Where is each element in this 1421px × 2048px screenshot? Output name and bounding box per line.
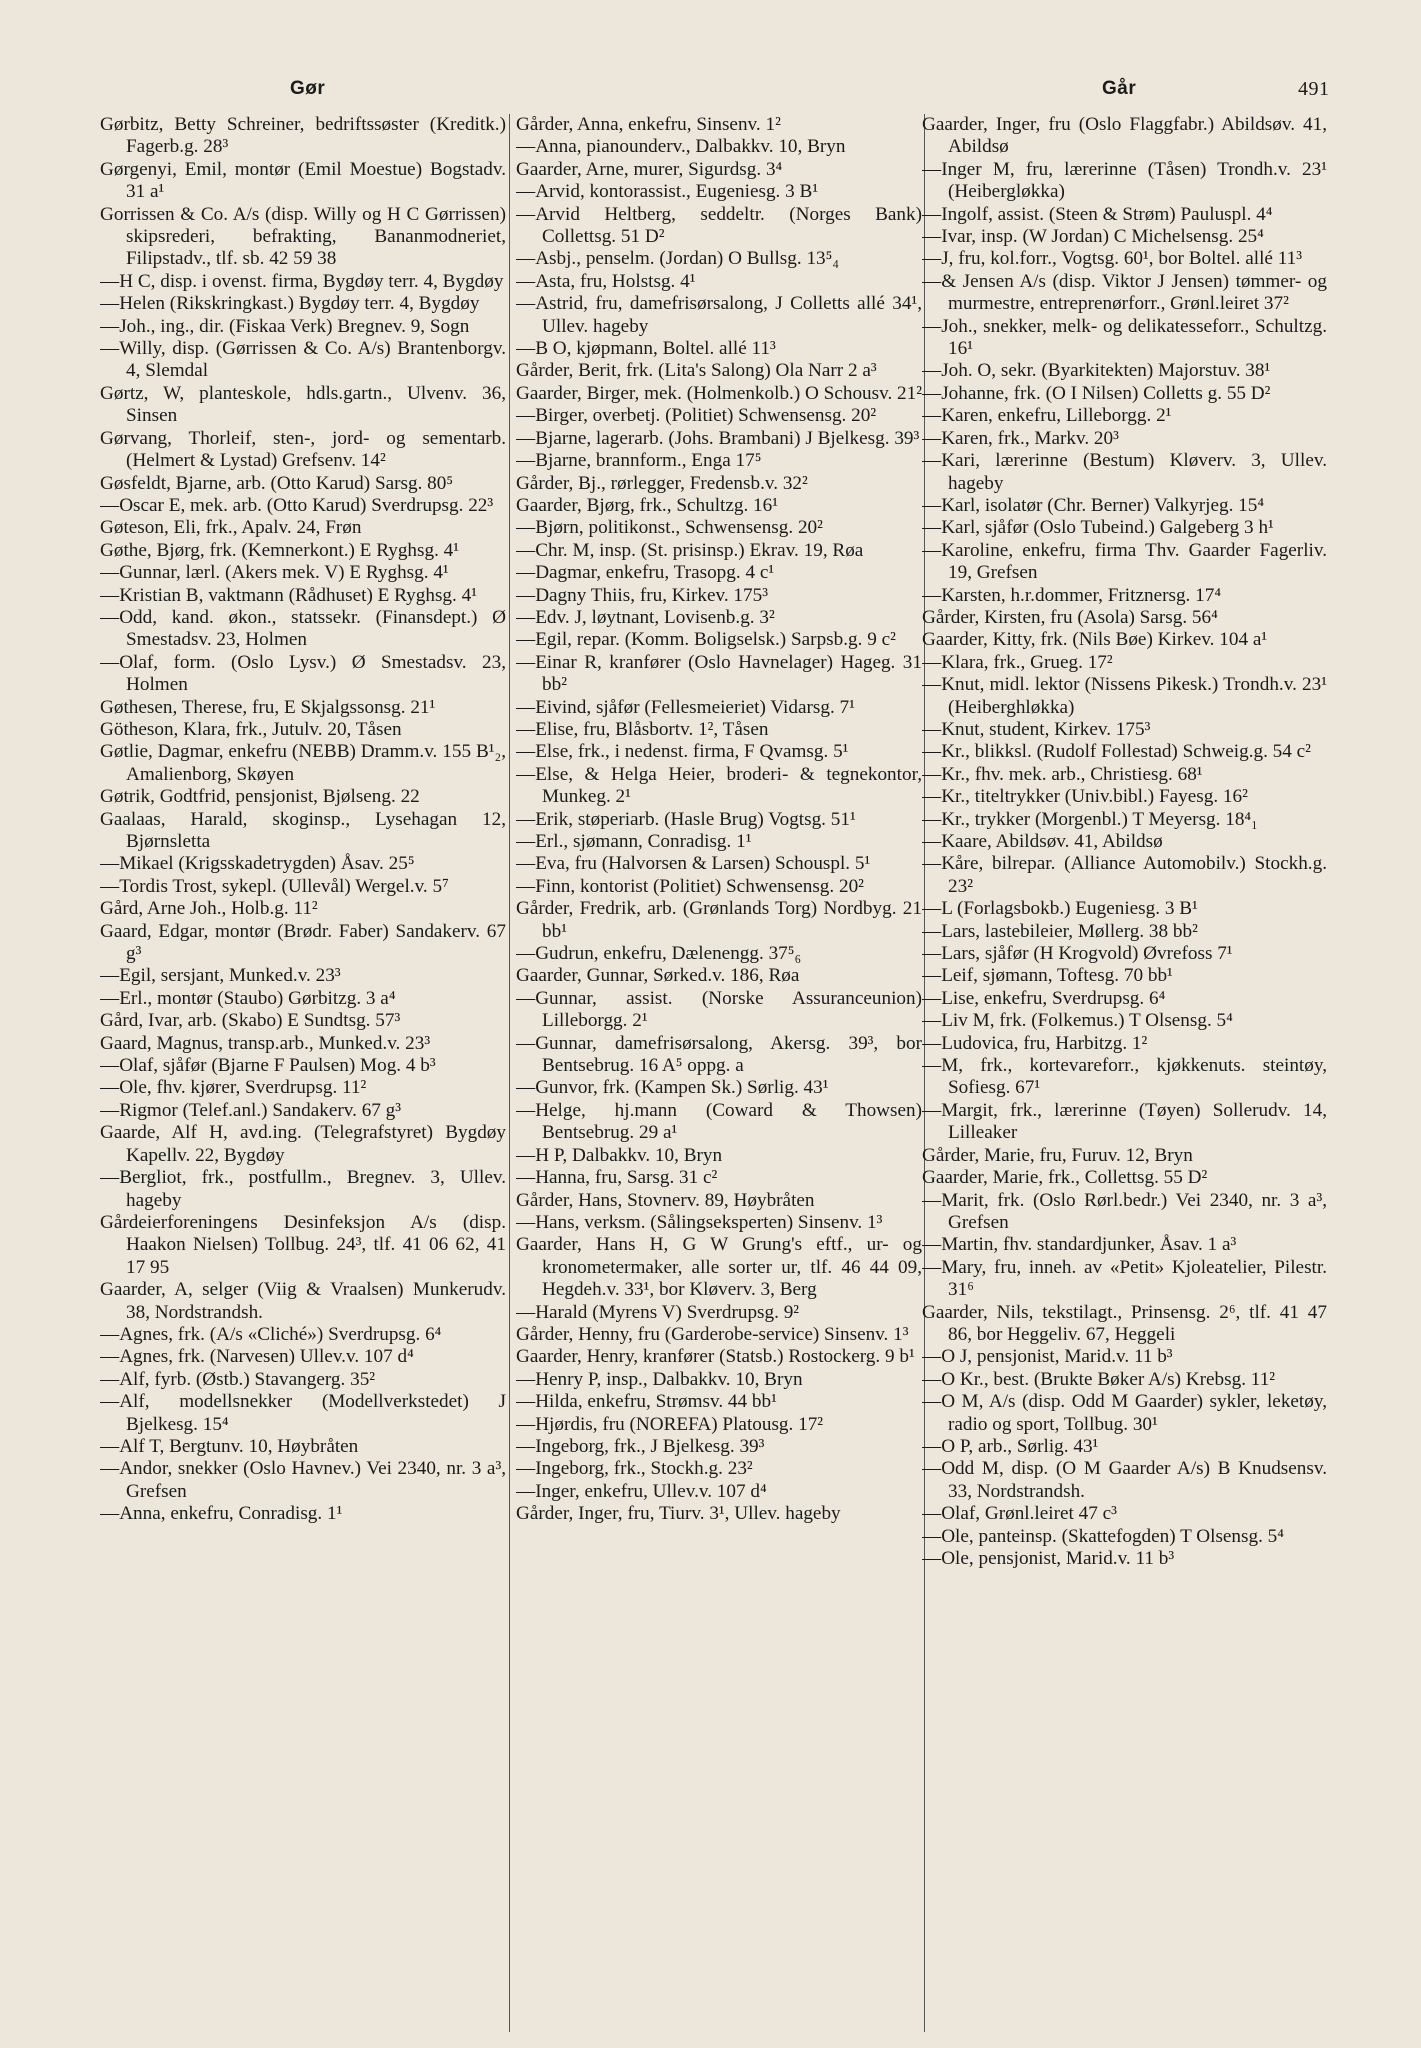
directory-entry: —Karoline, enkefru, firma Thv. Gaarder Fagerliv. 19, Grefsen — [922, 539, 1327, 584]
directory-entry: Gaarder, Inger, fru (Oslo Flaggfabr.) Abildsøv. 41, Abildsø — [922, 114, 1327, 158]
directory-entry: —Egil, sersjant, Munked.v. 23³ — [100, 965, 341, 987]
directory-entry: Gaarde, Alf H, avd.ing. (Telegrafstyret) Bygdøy Kapellv. 22, Bygdøy — [100, 1122, 506, 1166]
directory-entry: —Karen, enkefru, Lilleborgg. 2¹ — [922, 405, 1172, 427]
directory-entry: —Ingolf, assist. (Steen & Strøm) Pauluspl. 4⁴ — [922, 203, 1273, 225]
directory-entry: Gaarder, Arne, murer, Sigurdsg. 3⁴ — [516, 158, 783, 180]
directory-entry: —Else, frk., i nedenst. firma, F Qvamsg. 5¹ — [516, 741, 849, 763]
directory-entry: —Hans, verksm. (Sålingseksperten) Sinsenv. 1³ — [516, 1211, 883, 1233]
directory-entry: —Ludovica, fru, Harbitzg. 1² — [922, 1032, 1148, 1054]
directory-entry: —Kaare, Abildsøv. 41, Abildsø — [922, 831, 1163, 852]
directory-entry: —Rigmor (Telef.anl.) Sandakerv. 67 g³ — [100, 1099, 402, 1121]
directory-entry: Gøtlie, Dagmar, enkefru (NEBB) Dramm.v. 155 B¹₂, Amalienborg, Skøyen — [100, 741, 506, 785]
column-divider-1 — [509, 114, 510, 2032]
directory-entry: —Chr. M, insp. (St. prisinsp.) Ekrav. 19, Røa — [516, 539, 864, 561]
directory-entry: —Kr., fhv. mek. arb., Christiesg. 68¹ — [922, 763, 1203, 785]
directory-entry: —Agnes, frk. (A/s «Cliché») Sverdrupsg. 6⁴ — [100, 1323, 442, 1345]
column-middle — [516, 114, 922, 2034]
directory-entry: —Edv. J, løytnant, Lovisenb.g. 3² — [516, 606, 775, 628]
directory-entry: —Bjarne, brannform., Enga 17⁵ — [516, 450, 762, 472]
directory-entry: —Hilda, enkefru, Strømsv. 44 bb¹ — [516, 1391, 777, 1413]
directory-entry: —Hjørdis, fru (NOREFA) Platousg. 17² — [516, 1413, 824, 1435]
directory-entry: —Lars, lastebileier, Møllerg. 38 bb² — [922, 920, 1198, 942]
directory-entry: Gaarder, Marie, frk., Collettsg. 55 D² — [922, 1167, 1208, 1189]
directory-entry: Gøsfeldt, Bjarne, arb. (Otto Karud) Sarsg. 80⁵ — [100, 472, 454, 494]
directory-entry: —Odd M, disp. (O M Gaarder A/s) B Knudsensv. 33, Nordstrandsh. — [922, 1458, 1327, 1502]
directory-entry: —Willy, disp. (Gørrissen & Co. A/s) Brantenborgv. 4, Slemdal — [100, 338, 506, 382]
directory-entry: —Andor, snekker (Oslo Havnev.) Vei 2340, nr. 3 a³, Grefsen — [100, 1458, 506, 1502]
directory-entry: —Alf, modellsnekker (Modellverkstedet) J Bjelkesg. 15⁴ — [100, 1391, 506, 1435]
column-left — [100, 114, 506, 2034]
directory-entry: Gaarder, A, selger (Viig & Vraalsen) Munkerudv. 38, Nordstrandsh. — [100, 1279, 506, 1323]
directory-entry: —Inger, enkefru, Ullev.v. 107 d⁴ — [516, 1480, 767, 1502]
directory-entry: Gaard, Edgar, montør (Brødr. Faber) Sandakerv. 67 g³ — [100, 920, 506, 965]
directory-entry: Gaarder, Gunnar, Sørked.v. 186, Røa — [516, 965, 800, 987]
directory-entry: —Tordis Trost, sykepl. (Ullevål) Wergel.v. 5⁷ — [100, 875, 449, 897]
directory-entry: —Johanne, frk. (O I Nilsen) Colletts g. 55 D² — [922, 382, 1271, 404]
directory-entry: —H P, Dalbakkv. 10, Bryn — [516, 1144, 723, 1166]
directory-entry: —Anna, pianounderv., Dalbakkv. 10, Bryn — [516, 136, 846, 158]
directory-entry: —Ivar, insp. (W Jordan) C Michelsensg. 25⁴ — [922, 226, 1264, 248]
directory-entry: —Olaf, form. (Oslo Lysv.) Ø Smestadsv. 23, Holmen — [100, 651, 506, 696]
directory-entry: —Joh. O, sekr. (Byarkitekten) Majorstuv. 38¹ — [922, 360, 1271, 382]
directory-entry: Gårder, Bj., rørlegger, Fredensb.v. 32² — [516, 472, 808, 494]
directory-entry: —Einar R, kranfører (Oslo Havnelager) Hageg. 31 bb² — [516, 651, 922, 696]
directory-entry: —Eva, fru (Halvorsen & Larsen) Schouspl. 5¹ — [516, 853, 871, 875]
directory-entry: —Inger M, fru, lærerinne (Tåsen) Trondh.v. 23¹ (Heibergløkka) — [922, 158, 1327, 203]
directory-entry: Gårder, Anna, enkefru, Sinsenv. 1² — [516, 114, 781, 135]
directory-entry: —Knut, student, Kirkev. 175³ — [922, 718, 1151, 740]
directory-entry: —Joh., ing., dir. (Fiskaa Verk) Bregnev. 9, Sogn — [100, 315, 470, 337]
directory-entry: —Astrid, fru, damefrisørsalong, J Colletts allé 34¹, Ullev. hageby — [516, 293, 922, 337]
directory-entry: —Marit, frk. (Oslo Rørl.bedr.) Vei 2340, nr. 3 a³, Grefsen — [922, 1189, 1327, 1233]
directory-entry: Götheson, Klara, frk., Jutulv. 20, Tåsen — [100, 718, 402, 740]
directory-entry: Gårder, Hans, Stovnerv. 89, Høybråten — [516, 1189, 815, 1211]
directory-entry: —Karsten, h.r.dommer, Fritznersg. 17⁴ — [922, 584, 1222, 606]
directory-entry: Gørgenyi, Emil, montør (Emil Moestue) Bogstadv. 31 a¹ — [100, 158, 506, 203]
directory-entry: —Gudrun, enkefru, Dælenengg. 37⁵₆ — [516, 943, 802, 965]
directory-entry: —Helge, hj.mann (Coward & Thowsen) Bentsebrug. 29 a¹ — [516, 1099, 922, 1144]
directory-entry: —Dagmar, enkefru, Trasopg. 4 c¹ — [516, 562, 775, 584]
directory-entry: Gaarder, Birger, mek. (Holmenkolb.) O Schousv. 21² — [516, 382, 922, 404]
directory-entry: Gøtrik, Godtfrid, pensjonist, Bjølseng. 22 — [100, 786, 420, 808]
directory-entry: —Erl., montør (Staubo) Gørbitzg. 3 a⁴ — [100, 987, 396, 1009]
directory-entry: —O J, pensjonist, Marid.v. 11 b³ — [922, 1346, 1173, 1368]
directory-entry: —Anna, enkefru, Conradisg. 1¹ — [100, 1503, 343, 1525]
directory-entry: —Ingeborg, frk., Stockh.g. 23² — [516, 1458, 753, 1480]
directory-entry: Gaarder, Kitty, frk. (Nils Bøe) Kirkev. 104 a¹ — [922, 629, 1268, 651]
directory-entry: —Kari, lærerinne (Bestum) Kløverv. 3, Ullev. hageby — [922, 450, 1327, 494]
directory-entry: Gaarder, Bjørg, frk., Schultzg. 16¹ — [516, 494, 779, 516]
directory-entry: Gårder, Berit, frk. (Lita's Salong) Ola Narr 2 a³ — [516, 360, 877, 382]
directory-entry: Gørtz, W, planteskole, hdls.gartn., Ulvenv. 36, Sinsen — [100, 382, 506, 427]
directory-entry: —Kr., trykker (Morgenbl.) T Meyersg. 18⁴₁ — [922, 808, 1258, 830]
directory-entry: —Dagny Thiis, fru, Kirkev. 175³ — [516, 584, 768, 606]
directory-entry: Gårder, Marie, fru, Furuv. 12, Bryn — [922, 1144, 1193, 1166]
directory-entry: Gård, Ivar, arb. (Skabo) E Sundtsg. 57³ — [100, 1010, 401, 1032]
directory-entry: —Liv M, frk. (Folkemus.) T Olsensg. 5⁴ — [922, 1010, 1233, 1032]
directory-entry: —Klara, frk., Grueg. 17² — [922, 651, 1113, 673]
directory-entry: —O P, arb., Sørlig. 43¹ — [922, 1435, 1099, 1457]
directory-entry: —Mikael (Krigsskadetrygden) Åsav. 25⁵ — [100, 853, 415, 875]
directory-entry: —Oscar E, mek. arb. (Otto Karud) Sverdrupsg. 22³ — [100, 494, 494, 516]
directory-entry: —Egil, repar. (Komm. Boligselsk.) Sarpsb.g. 9 c² — [516, 629, 896, 651]
directory-entry: Gørbitz, Betty Schreiner, bedriftssøster (Kreditk.) Fagerb.g. 28³ — [100, 114, 506, 158]
directory-entry: —Joh., snekker, melk- og delikatesseforr., Schultzg. 16¹ — [922, 315, 1327, 360]
directory-entry: —Agnes, frk. (Narvesen) Ullev.v. 107 d⁴ — [100, 1346, 414, 1368]
directory-entry: —Kr., blikksl. (Rudolf Follestad) Schweig.g. 54 c² — [922, 741, 1311, 763]
directory-entry: —Margit, frk., lærerinne (Tøyen) Sollerudv. 14, Lilleaker — [922, 1099, 1327, 1144]
directory-entry: —B O, kjøpmann, Boltel. allé 11³ — [516, 338, 776, 360]
directory-entry: —Karen, frk., Markv. 20³ — [922, 427, 1119, 449]
directory-entry: —Lise, enkefru, Sverdrupsg. 6⁴ — [922, 987, 1166, 1009]
directory-entry: —M, frk., kortevareforr., kjøkkenuts. steintøy, Sofiesg. 67¹ — [922, 1055, 1327, 1099]
directory-entry: Gøteson, Eli, frk., Apalv. 24, Frøn — [100, 517, 362, 539]
directory-entry: —Leif, sjømann, Toftesg. 70 bb¹ — [922, 965, 1173, 987]
directory-entry: Gorrissen & Co. A/s (disp. Willy og H C Gørrissen) skipsrederi, befrakting, Bananmodneriet, Filipstadv., tlf. sb. 42 59 38 — [100, 203, 506, 270]
directory-entry: —Ole, fhv. kjører, Sverdrupsg. 11² — [100, 1077, 367, 1099]
directory-entry: —Bjørn, politikonst., Schwensensg. 20² — [516, 517, 823, 539]
directory-entry: —Harald (Myrens V) Sverdrupsg. 9² — [516, 1301, 800, 1323]
directory-entry: —Elise, fru, Blåsbortv. 1², Tåsen — [516, 718, 769, 740]
directory-entry: —Eivind, sjåfør (Fellesmeieriet) Vidarsg. 7¹ — [516, 696, 855, 718]
directory-entry: —Asta, fru, Holstsg. 4¹ — [516, 270, 696, 292]
directory-entry: Gård, Arne Joh., Holb.g. 11² — [100, 898, 318, 920]
directory-entry: Gaard, Magnus, transp.arb., Munked.v. 23³ — [100, 1032, 431, 1054]
directory-entry: —Arvid Heltberg, seddeltr. (Norges Bank) Collettsg. 51 D² — [516, 203, 922, 248]
directory-entry: Gaalaas, Harald, skoginsp., Lysehagan 12, Bjørnsletta — [100, 808, 506, 852]
directory-entry: —Karl, sjåfør (Oslo Tubeind.) Galgeberg 3 h¹ — [922, 517, 1274, 539]
running-head-right: Går — [1102, 78, 1137, 99]
directory-entry: —Bergliot, frk., postfullm., Bregnev. 3, Ullev. hageby — [100, 1167, 506, 1211]
directory-entry: —Hanna, fru, Sarsg. 31 c² — [516, 1167, 718, 1189]
directory-entry: —Ingeborg, frk., J Bjelkesg. 39³ — [516, 1435, 765, 1457]
directory-entry: Gaarder, Henry, kranfører (Statsb.) Rostockerg. 9 b¹ — [516, 1346, 915, 1368]
column-right — [922, 114, 1327, 2034]
directory-entry: —Birger, overbetj. (Politiet) Schwensensg. 20² — [516, 405, 877, 427]
directory-entry: —Karl, isolatør (Chr. Berner) Valkyrjeg. 15⁴ — [922, 494, 1265, 516]
directory-entry: —& Jensen A/s (disp. Viktor J Jensen) tømmer- og murmestre, entreprenørforr., Grønl.leiret 37² — [922, 270, 1327, 315]
directory-entry: —Gunnar, assist. (Norske Assuranceunion) Lilleborgg. 2¹ — [516, 987, 922, 1032]
directory-entry: —Ole, pensjonist, Marid.v. 11 b³ — [922, 1548, 1175, 1569]
directory-entry: —Finn, kontorist (Politiet) Schwensensg. 20² — [516, 875, 864, 897]
directory-entry: —Else, & Helga Heier, broderi- & tegnekontor, Munkeg. 2¹ — [516, 763, 922, 808]
directory-entry: Gårder, Kirsten, fru (Asola) Sarsg. 56⁴ — [922, 606, 1218, 628]
directory-entry: —L (Forlagsbokb.) Eugeniesg. 3 B¹ — [922, 898, 1198, 920]
directory-entry: —J, fru, kol.forr., Vogtsg. 60¹, bor Boltel. allé 11³ — [922, 248, 1302, 270]
directory-entry: —Gunnar, damefrisørsalong, Akersg. 39³, bor Bentsebrug. 16 A⁵ oppg. a — [516, 1032, 922, 1077]
directory-entry: —Odd, kand. økon., statssekr. (Finansdept.) Ø Smestadsv. 23, Holmen — [100, 606, 506, 651]
directory-entry: —Knut, midl. lektor (Nissens Pikesk.) Trondh.v. 23¹ (Heiberghløkka) — [922, 674, 1327, 718]
directory-entry: —Alf T, Bergtunv. 10, Høybråten — [100, 1435, 359, 1457]
directory-entry: —Martin, fhv. standardjunker, Åsav. 1 a³ — [922, 1234, 1237, 1256]
running-head-left: Gør — [290, 78, 326, 99]
directory-entry: Gårder, Inger, fru, Tiurv. 3¹, Ullev. hageby — [516, 1503, 841, 1525]
directory-entry: —Gunvor, frk. (Kampen Sk.) Sørlig. 43¹ — [516, 1077, 829, 1099]
directory-entry: Gørvang, Thorleif, sten-, jord- og sementarb. (Helmert & Lystad) Grefsenv. 14² — [100, 427, 506, 472]
directory-entry: Gårder, Fredrik, arb. (Grønlands Torg) Nordbyg. 21 bb¹ — [516, 898, 922, 942]
directory-entry: —Kr., titeltrykker (Univ.bibl.) Fayesg. 16² — [922, 786, 1248, 808]
directory-entry: —H C, disp. i ovenst. firma, Bygdøy terr. 4, Bygdøy — [100, 270, 504, 292]
directory-entry: —Mary, fru, inneh. av «Petit» Kjoleatelier, Pilestr. 31⁶ — [922, 1256, 1327, 1301]
page-number: 491 — [1298, 78, 1330, 100]
directory-entry: —Alf, fyrb. (Østb.) Stavangerg. 35² — [100, 1368, 376, 1390]
directory-entry: Gøthe, Bjørg, frk. (Kemnerkont.) E Ryghsg. 4¹ — [100, 539, 460, 561]
directory-entry: —Ole, panteinsp. (Skattefogden) T Olsensg. 5⁴ — [922, 1525, 1284, 1547]
directory-entry: Gårder, Henny, fru (Garderobe-service) Sinsenv. 1³ — [516, 1323, 909, 1345]
directory-entry: —Gunnar, lærl. (Akers mek. V) E Ryghsg. 4¹ — [100, 562, 449, 584]
directory-entry: —O Kr., best. (Brukte Bøker A/s) Krebsg. 11² — [922, 1368, 1276, 1390]
directory-entry: —Asbj., penselm. (Jordan) O Bullsg. 13⁵₄ — [516, 248, 840, 270]
directory-entry: —Olaf, sjåfør (Bjarne F Paulsen) Mog. 4 b³ — [100, 1055, 436, 1077]
directory-entry: Gaarder, Hans H, G W Grung's eftf., ur- og kronometermaker, alle sorter ur, tlf. 46 44 09, Hegdeh.v. 33¹, bor Kløverv. 3, Berg — [516, 1234, 922, 1301]
directory-entry: —O M, A/s (disp. Odd M Gaarder) sykler, leketøy, radio og sport, Tollbug. 30¹ — [922, 1391, 1327, 1435]
directory-entry: —Olaf, Grønl.leiret 47 c³ — [922, 1503, 1117, 1525]
directory-entry: —Helen (Rikskringkast.) Bygdøy terr. 4, Bygdøy — [100, 293, 480, 315]
directory-entry: —Kristian B, vaktmann (Rådhuset) E Ryghsg. 4¹ — [100, 584, 477, 606]
directory-entry: —Henry P, insp., Dalbakkv. 10, Bryn — [516, 1368, 803, 1390]
directory-entry: —Lars, sjåfør (H Krogvold) Øvrefoss 7¹ — [922, 943, 1233, 965]
directory-entry: Gårdeierforeningens Desinfeksjon A/s (disp. Haakon Nielsen) Tollbug. 24³, tlf. 41 06 62, 41 17 95 — [100, 1211, 506, 1278]
directory-entry: —Erik, støperiarb. (Hasle Brug) Vogtsg. 51¹ — [516, 808, 856, 830]
directory-entry: —Erl., sjømann, Conradisg. 1¹ — [516, 831, 752, 852]
directory-entry: Gaarder, Nils, tekstilagt., Prinsensg. 2⁶, tlf. 41 47 86, bor Heggeliv. 67, Heggeli — [922, 1301, 1327, 1345]
directory-entry: —Bjarne, lagerarb. (Johs. Brambani) J Bjelkesg. 39³ — [516, 427, 920, 449]
directory-entry: Gøthesen, Therese, fru, E Skjalgssonsg. 21¹ — [100, 696, 436, 718]
directory-entry: —Kåre, bilrepar. (Alliance Automobilv.) Stockh.g. 23² — [922, 853, 1327, 897]
directory-entry: —Arvid, kontorassist., Eugeniesg. 3 B¹ — [516, 181, 819, 203]
